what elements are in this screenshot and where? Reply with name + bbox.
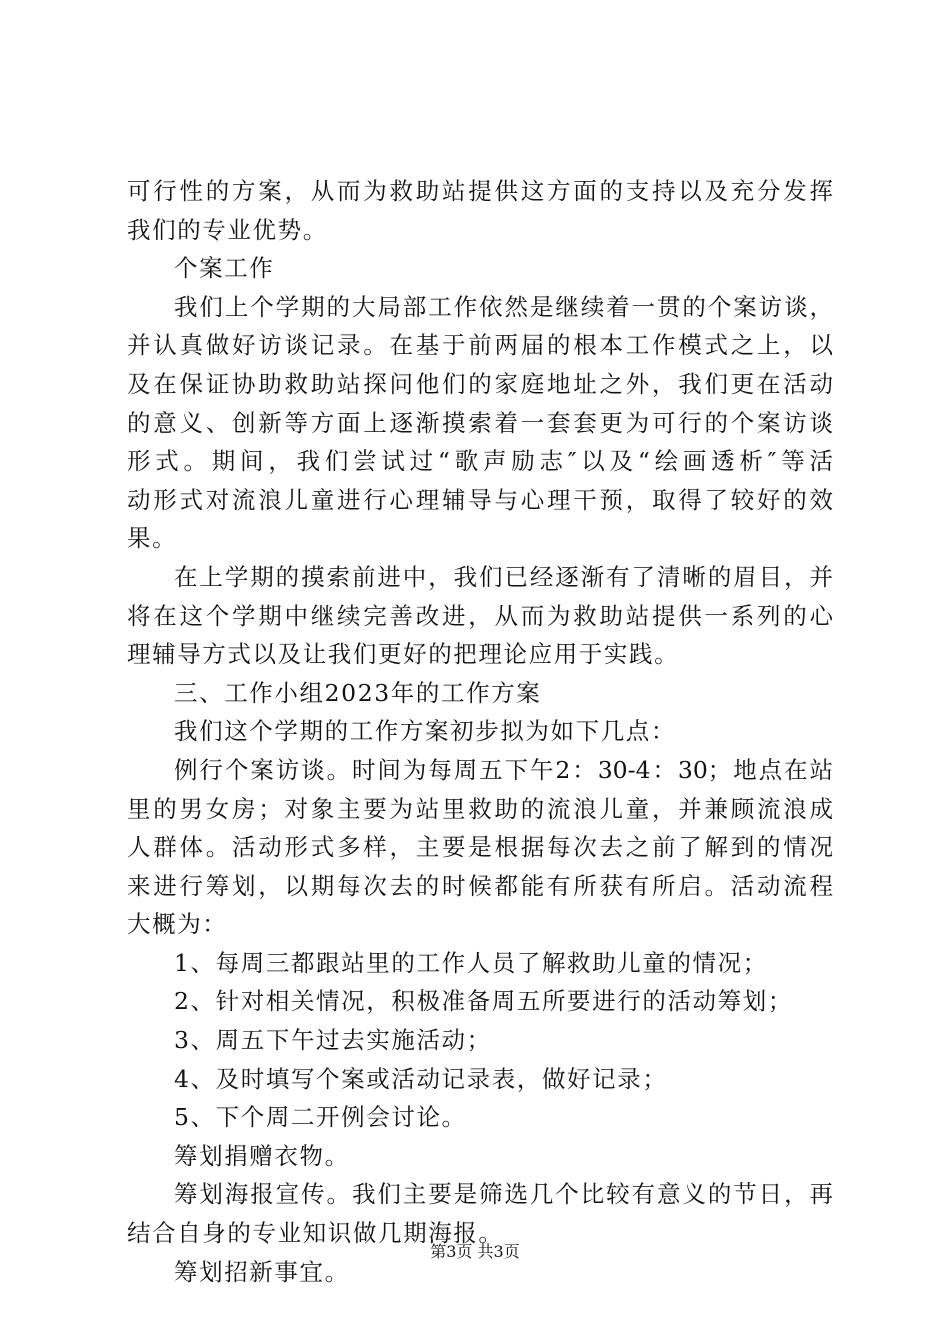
text-line: 及在保证协助救助站探问他们的家庭地址之外，我们更在活动: [127, 369, 833, 398]
text-line: 将在这个学期中继续完善改进，从而为救助站提供一系列的心: [127, 601, 833, 630]
section-heading: 三、工作小组2023年的工作方案: [174, 678, 542, 707]
text-line: 可行性的方案，从而为救助站提供这方面的支持以及充分发挥: [127, 177, 833, 205]
text-line: 筹划海报宣传。我们主要是筛选几个比较有意义的节日，再: [174, 1180, 833, 1209]
text-line: 的意义、创新等方面上逐渐摸索着一套套更为可行的个案访谈: [127, 408, 833, 437]
document-body: [127, 172, 833, 1291]
text-line: 形式。期间，我们尝试过“歌声励志″以及“绘画透析″等活: [127, 447, 833, 476]
list-item: 4、及时填写个案或活动记录表，做好记录；: [174, 1064, 668, 1093]
text-line: 我们的专业优势。: [127, 215, 328, 244]
text-line: 来进行筹划，以期每次去的时候都能有所获有所启。活动流程: [127, 871, 833, 900]
page-footer: [0, 1241, 950, 1263]
text-line: 里的男女房；对象主要为站里救助的流浪儿童，并兼顾流浪成: [127, 794, 833, 823]
text-line: 理辅导方式以及让我们更好的把理论应用于实践。: [127, 640, 680, 669]
list-item: 1、每周三都跟站里的工作人员了解救助儿童的情况；: [174, 948, 768, 977]
text-line: 筹划招新事宜。: [174, 1257, 350, 1286]
text-line: 大概为：: [127, 910, 228, 939]
text-line: 在上学期的摸索前进中，我们已经逐渐有了清晰的眉目，并: [174, 562, 833, 591]
text-line: 动形式对流浪儿童进行心理辅导与心理干预，取得了较好的效: [127, 485, 833, 514]
page-number: 第3页 共3页: [430, 1242, 520, 1261]
text-line: 果。: [127, 524, 178, 553]
text-line: 我们上个学期的大局部工作依然是继续着一贯的个案访谈，: [174, 292, 833, 321]
list-item: 5、下个周二开例会讨论。: [174, 1103, 467, 1132]
text-line: 结合自身的专业知识做几期海报。: [127, 1219, 504, 1248]
list-item: 3、周五下午过去实施活动；: [174, 1026, 492, 1055]
section-heading: 个案工作: [174, 254, 275, 283]
text-line: 并认真做好访谈记录。在基于前两届的根本工作模式之上，以: [127, 331, 833, 360]
text-line: 我们这个学期的工作方案初步拟为如下几点：: [174, 717, 676, 746]
text-line: 筹划捐赠衣物。: [174, 1141, 350, 1170]
text-line: 例行个案访谈。时间为每周五下午2：30-4：30；地点在站: [174, 755, 833, 784]
list-item: 2、针对相关情况，积极准备周五所要进行的活动筹划；: [174, 987, 793, 1016]
text-line: 人群体。活动形式多样，主要是根据每次去之前了解到的情况: [127, 833, 833, 862]
